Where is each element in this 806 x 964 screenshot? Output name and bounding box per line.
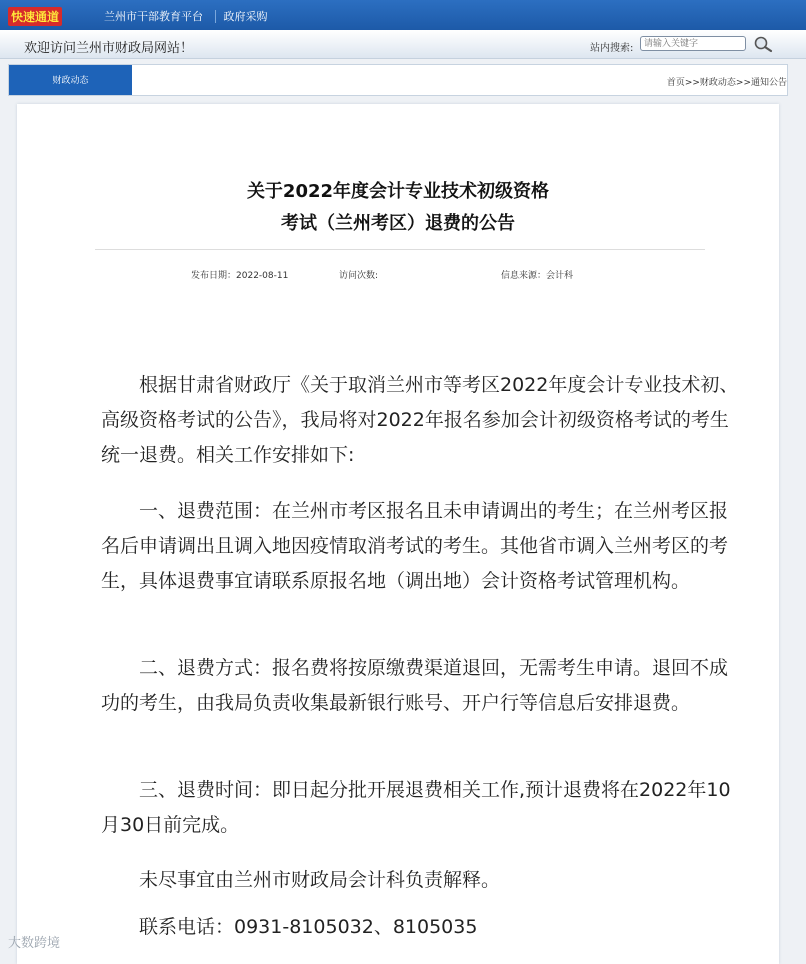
paragraph-contact-phone: 联系电话：0931-8105032、8105035 (139, 916, 478, 938)
visit-count-label: 访问次数: (339, 271, 379, 281)
publish-date-value: 2022-08-11 (236, 271, 289, 281)
site-search-label: 站内搜索: (590, 43, 634, 54)
top-nav-bar (0, 0, 806, 30)
article-panel (17, 104, 779, 964)
info-source-value: 会计科 (546, 271, 574, 281)
divider (95, 249, 705, 250)
welcome-text: 欢迎访问兰州市财政局网站！ (24, 41, 194, 56)
paragraph-explanation: 未尽事宜由兰州市财政局会计科负责解释。 (139, 869, 501, 891)
paragraph-refund-method: 二、退费方式：报名费将按原缴费渠道退回，无需考生申请。退回不成功的考生，由我局负责收集最新银行账号、开户行等信息后安排退费。 (101, 657, 729, 714)
government-procurement-link[interactable]: 政府采购 (215, 10, 276, 23)
publish-date (191, 268, 288, 281)
info-source-label: 信息来源： (501, 271, 547, 281)
top-links (96, 8, 276, 24)
article-title-line1: 关于2022年度会计专业技术初级资格 (246, 181, 550, 202)
tab-finance-news[interactable]: 财政动态 (9, 65, 132, 95)
paragraph-intro: 根据甘肃省财政厅《关于取消兰州市等考区2022年度会计专业技术初、高级资格考试的公告》，我局将对2022年报名参加会计初级资格考试的考生统一退费。相关工作安排如下: (101, 374, 739, 466)
watermark-text: 大数跨境 (8, 936, 61, 951)
cadre-education-link[interactable]: 兰州市干部教育平台 (104, 10, 203, 23)
quick-access-label: 快速通道 (8, 7, 62, 26)
paragraph-refund-scope: 一、退费范围：在兰州市考区报名且未申请调出的考生；在兰州考区报名后申请调出且调入地因疫情取消考试的考生。其他省市调入兰州考区的考生，具体退费事宜请联系原报名地（调出地）会计资格考试管理机构。 (101, 500, 729, 592)
paragraph-refund-time: 三、退费时间：即日起分批开展退费相关工作,预计退费将在2022年10月30日前完成。 (101, 779, 731, 836)
section-tab-bar (8, 64, 788, 96)
info-source (501, 268, 573, 281)
article-title-line2: 考试（兰州考区）退费的公告 (281, 213, 515, 234)
search-input[interactable] (640, 36, 746, 51)
breadcrumb: 首页>>财政动态>>通知公告 (666, 78, 787, 88)
article-title (17, 176, 779, 240)
search-icon[interactable] (752, 34, 774, 54)
publish-date-label: 发布日期： (191, 271, 237, 281)
